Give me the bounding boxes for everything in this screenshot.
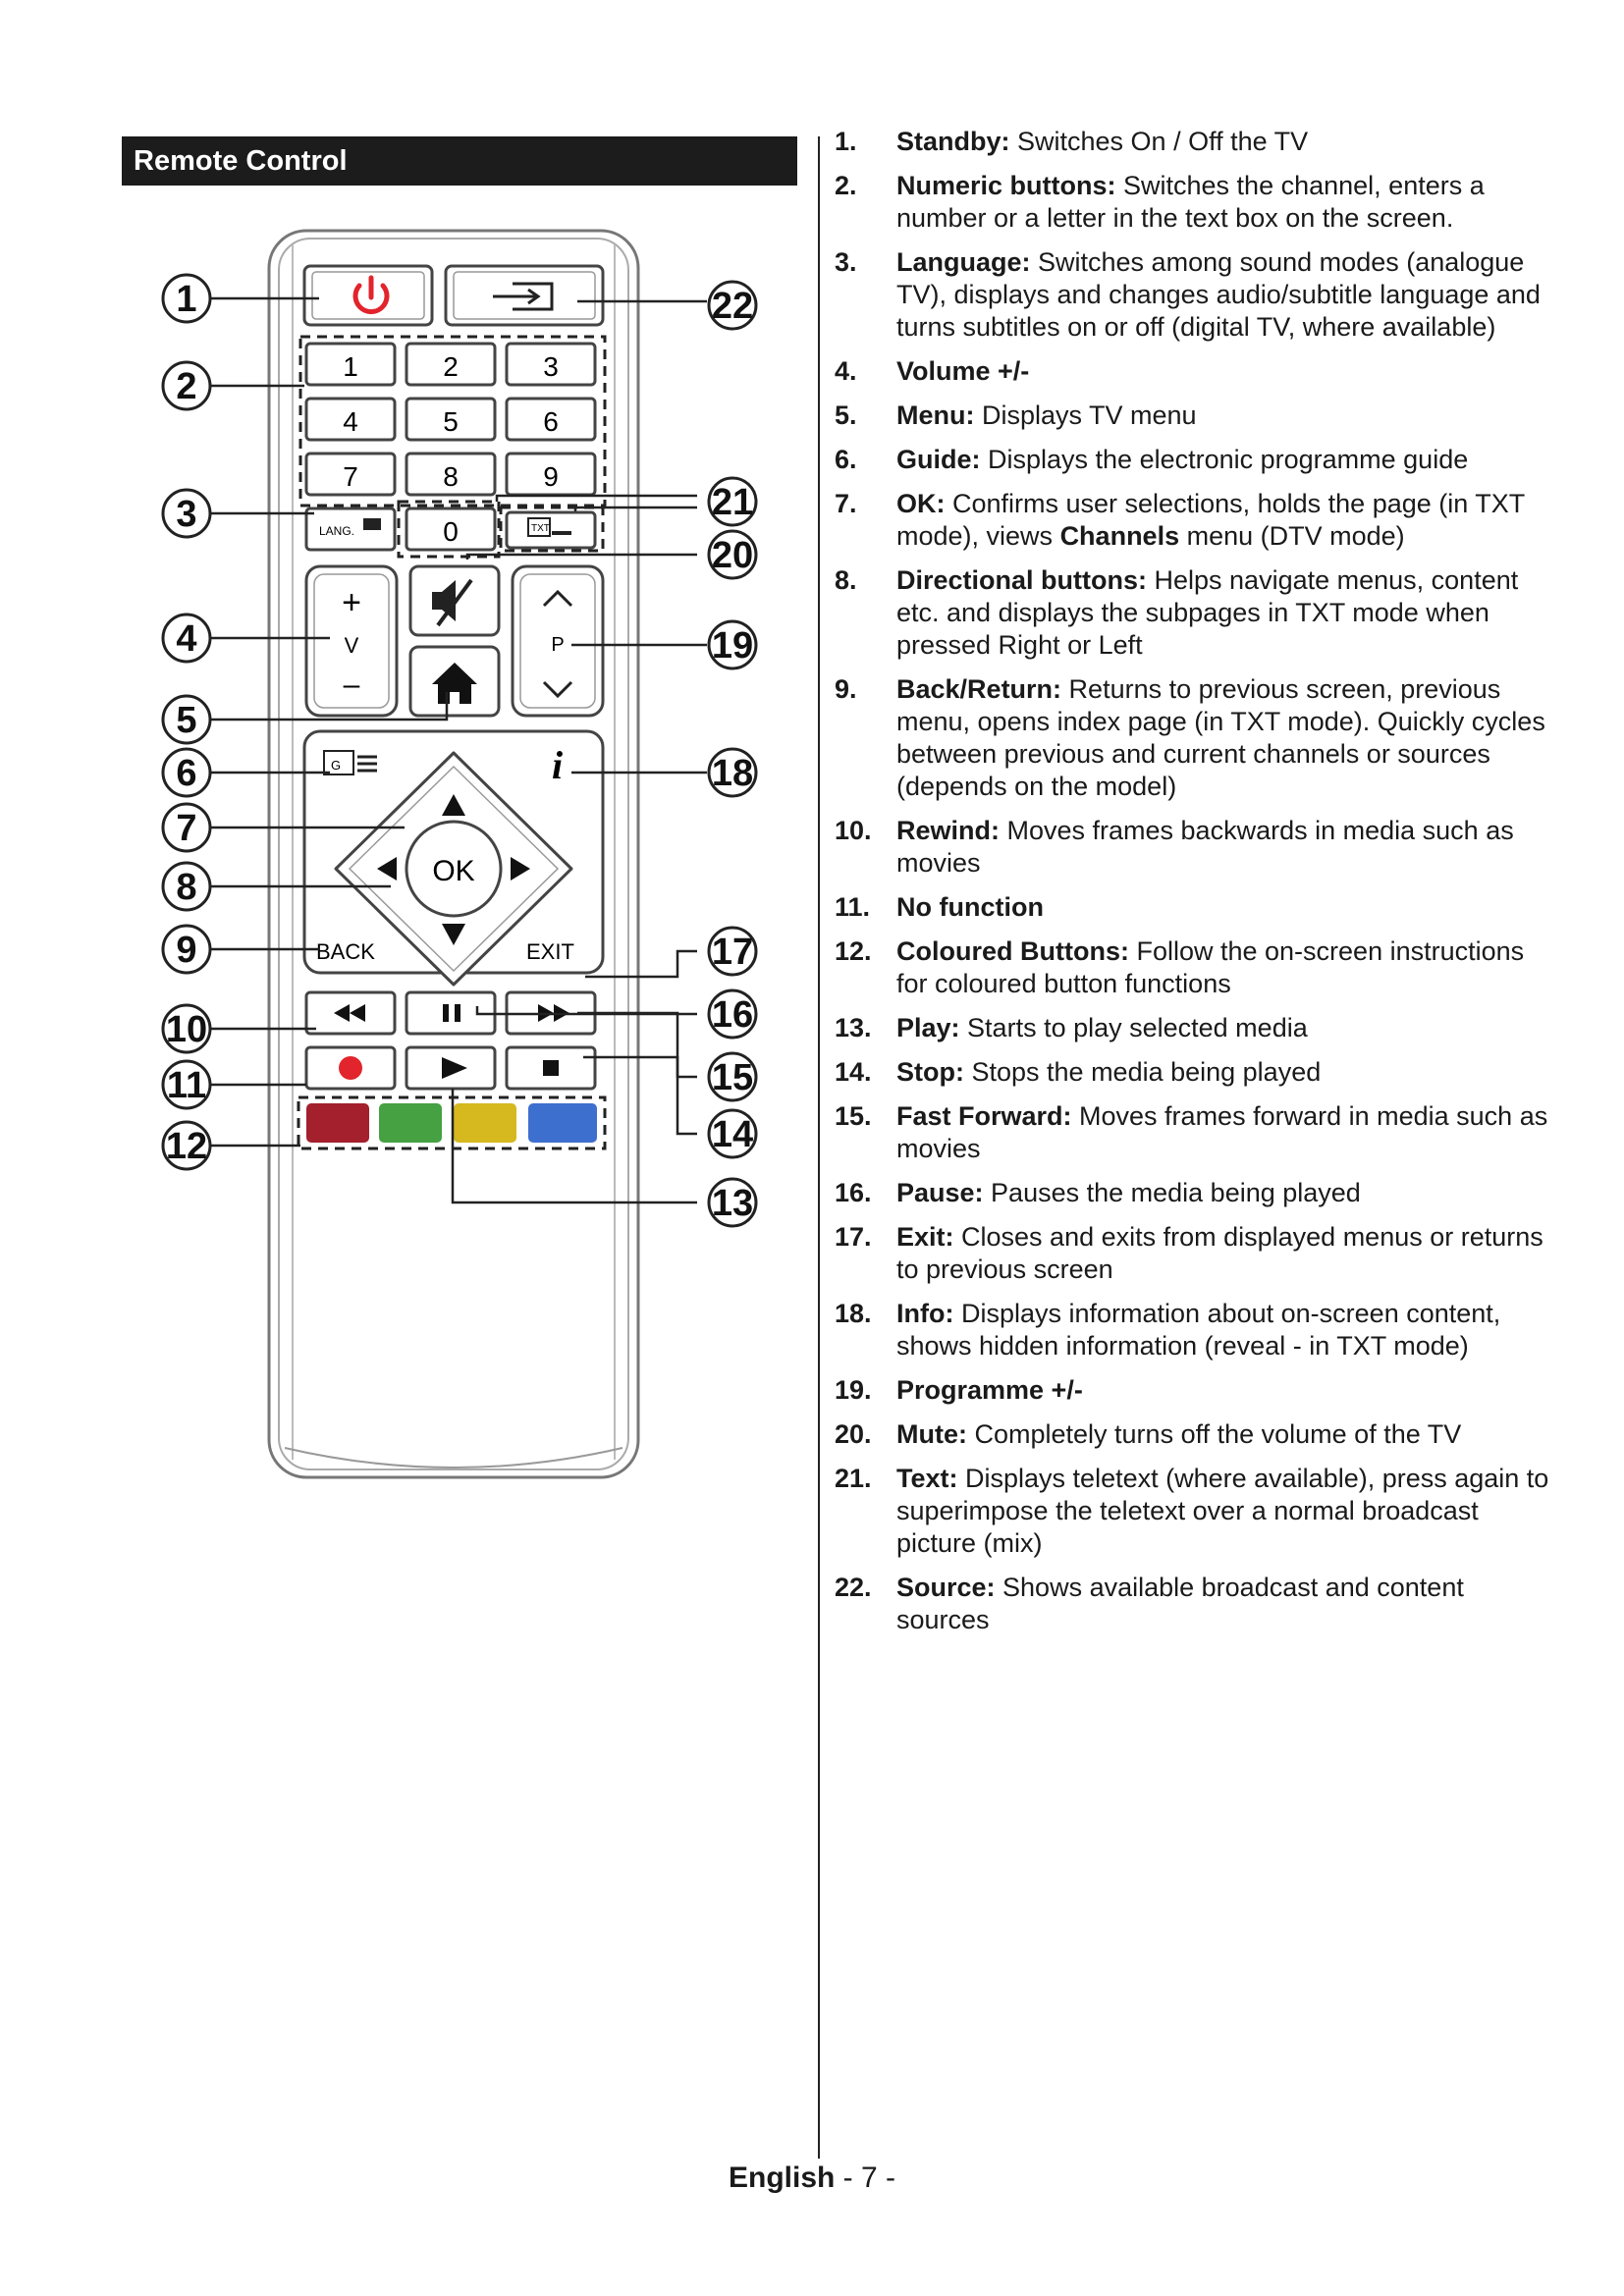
key-3: [507, 344, 595, 385]
callout-18: [709, 749, 756, 796]
key-9: [507, 454, 595, 495]
svg-text:1: 1: [176, 279, 197, 320]
callout-20: [709, 531, 756, 578]
svg-text:17: 17: [711, 932, 754, 973]
callout-17: [709, 928, 756, 975]
key-6: [507, 399, 595, 440]
list-item: 17. Exit: Closes and exits from displayed menus or returns to previous screen: [835, 1222, 1543, 1284]
list-item: 7. OK: Confirms user selections, holds the page (in TXT mode), views Channels menu (DTV mode): [835, 489, 1525, 551]
svg-text:8: 8: [443, 461, 459, 492]
mute-button: [410, 566, 499, 635]
list-item: 5. Menu: Displays TV menu: [835, 400, 1197, 430]
list-item: 18. Info: Displays information about on-screen content, shows hidden information (reveal - in TXT mode): [835, 1299, 1501, 1361]
list-item: 8. Directional buttons: Helps navigate menus, content etc. and displays the subpages in TXT mode when pressed Right or Left: [835, 565, 1519, 660]
list-item: 11. No function: [835, 892, 1044, 922]
callout-7: [163, 804, 210, 851]
svg-text:10: 10: [165, 1009, 208, 1050]
callout-9: [163, 926, 210, 973]
yellow-button: [454, 1103, 516, 1143]
button-description-list: [835, 126, 1561, 1648]
callout-10: [163, 1005, 210, 1052]
svg-text:0: 0: [443, 516, 459, 547]
list-item: 10. Rewind: Moves frames backwards in media such as movies: [835, 816, 1514, 878]
svg-text:6: 6: [543, 406, 559, 437]
programme-rocker: [513, 566, 603, 716]
svg-text:5: 5: [176, 700, 197, 741]
svg-text:3: 3: [176, 494, 197, 535]
svg-text:2: 2: [176, 366, 197, 407]
record-button: [306, 1047, 395, 1089]
svg-text:9: 9: [543, 461, 559, 492]
exit-label: EXIT: [526, 939, 574, 964]
back-label: BACK: [316, 939, 375, 964]
callout-12: [163, 1122, 210, 1169]
svg-text:8: 8: [176, 867, 197, 908]
subtitle-icon: [363, 518, 381, 530]
list-item: 20. Mute: Completely turns off the volume of the TV: [835, 1419, 1462, 1449]
list-item: 21. Text: Displays teletext (where available), press again to superimpose the teletext over a normal broadcast picture (mix): [835, 1464, 1549, 1558]
svg-text:3: 3: [543, 351, 559, 382]
key-2: [406, 344, 495, 385]
list-item: 22. Source: Shows available broadcast and content sources: [835, 1573, 1464, 1634]
svg-text:P: P: [551, 634, 565, 656]
callout-22: [709, 282, 756, 329]
svg-text:15: 15: [711, 1057, 754, 1098]
callout-5: [163, 696, 210, 743]
callout-13: [709, 1179, 756, 1226]
svg-text:7: 7: [343, 461, 358, 492]
play-button: [406, 1047, 495, 1089]
svg-text:+: +: [342, 584, 361, 621]
svg-text:19: 19: [711, 625, 754, 667]
green-button: [379, 1103, 442, 1143]
svg-text:12: 12: [165, 1126, 208, 1167]
text-button: [507, 512, 595, 548]
svg-text:4: 4: [343, 406, 358, 437]
remote-illustration: [147, 221, 776, 1487]
red-button: [306, 1103, 369, 1143]
navigation-block: [304, 731, 603, 985]
svg-text:LANG.: LANG.: [319, 524, 355, 538]
svg-text:22: 22: [711, 286, 754, 327]
svg-text:V: V: [344, 633, 359, 658]
page-footer: [0, 2162, 1624, 2195]
svg-text:13: 13: [711, 1183, 754, 1224]
svg-text:11: 11: [166, 1065, 207, 1106]
list-item: 12. Coloured Buttons: Follow the on-screen instructions for coloured button functions: [835, 936, 1525, 998]
standby-button: [304, 266, 432, 325]
key-5: [406, 399, 495, 440]
rewind-button: [306, 992, 395, 1034]
svg-text:2: 2: [443, 351, 459, 382]
blue-button: [528, 1103, 597, 1143]
list-item: 16. Pause: Pauses the media being played: [835, 1178, 1361, 1207]
callout-19: [709, 621, 756, 668]
stop-icon: [543, 1060, 559, 1076]
list-item: 13. Play: Starts to play selected media: [835, 1013, 1308, 1042]
numeric-keypad: [306, 344, 595, 495]
svg-text:4: 4: [176, 618, 197, 660]
callout-11: [163, 1061, 210, 1108]
list-item: 1. Standby: Switches On / Off the TV: [835, 127, 1309, 156]
svg-text:5: 5: [443, 406, 459, 437]
language-button: [306, 508, 395, 550]
svg-text:7: 7: [176, 808, 197, 849]
callout-21: [709, 478, 756, 525]
callout-14: [709, 1110, 756, 1157]
svg-text:–: –: [343, 668, 360, 701]
source-button: [446, 266, 603, 325]
section-title: Remote Control: [122, 136, 797, 186]
callout-4: [163, 614, 210, 662]
callout-15: [709, 1053, 756, 1100]
svg-text:16: 16: [711, 994, 754, 1036]
svg-text:6: 6: [176, 753, 197, 794]
callout-2: [163, 362, 210, 409]
page-number: - 7 -: [842, 2162, 896, 2194]
list-item: 6. Guide: Displays the electronic programme guide: [835, 445, 1469, 474]
list-item: 9. Back/Return: Returns to previous screen, previous menu, opens index page (in TXT mode). Quickly cycles between previous and current channels or sources (depends on the model): [835, 674, 1545, 801]
list-item: 3. Language: Switches among sound modes (analogue TV), displays and changes audio/subtitle language and turns subtitles on or off (digital TV, where available): [835, 247, 1541, 342]
svg-text:21: 21: [711, 482, 754, 523]
svg-text:14: 14: [711, 1114, 754, 1155]
callout-3: [163, 490, 210, 537]
key-4: [306, 399, 395, 440]
list-item: 4. Volume +/-: [835, 356, 1030, 386]
record-icon: [339, 1056, 362, 1080]
menu-button: [410, 647, 499, 716]
list-item: 15. Fast Forward: Moves frames forward in media such as movies: [835, 1101, 1548, 1163]
svg-text:9: 9: [176, 930, 197, 971]
volume-rocker: [306, 566, 397, 716]
footer-language: English: [728, 2162, 836, 2194]
column-divider: [818, 136, 820, 2159]
svg-text:TXT: TXT: [531, 523, 550, 534]
ok-label: OK: [432, 855, 475, 887]
svg-text:20: 20: [711, 535, 754, 576]
svg-text:1: 1: [343, 351, 358, 382]
list-item: 14. Stop: Stops the media being played: [835, 1057, 1322, 1087]
key-1: [306, 344, 395, 385]
callout-16: [709, 990, 756, 1038]
info-icon: i: [552, 743, 564, 787]
key-7: [306, 454, 395, 495]
list-item: 19. Programme +/-: [835, 1375, 1083, 1405]
stop-button: [507, 1047, 595, 1089]
list-item: 2. Numeric buttons: Switches the channel, enters a number or a letter in the text box on the screen.: [835, 171, 1485, 233]
key-8: [406, 454, 495, 495]
callout-1: [163, 275, 210, 322]
callout-6: [163, 749, 210, 796]
svg-text:18: 18: [711, 753, 754, 794]
svg-text:G: G: [331, 758, 342, 773]
callout-8: [163, 863, 210, 910]
key-0: [406, 508, 495, 550]
